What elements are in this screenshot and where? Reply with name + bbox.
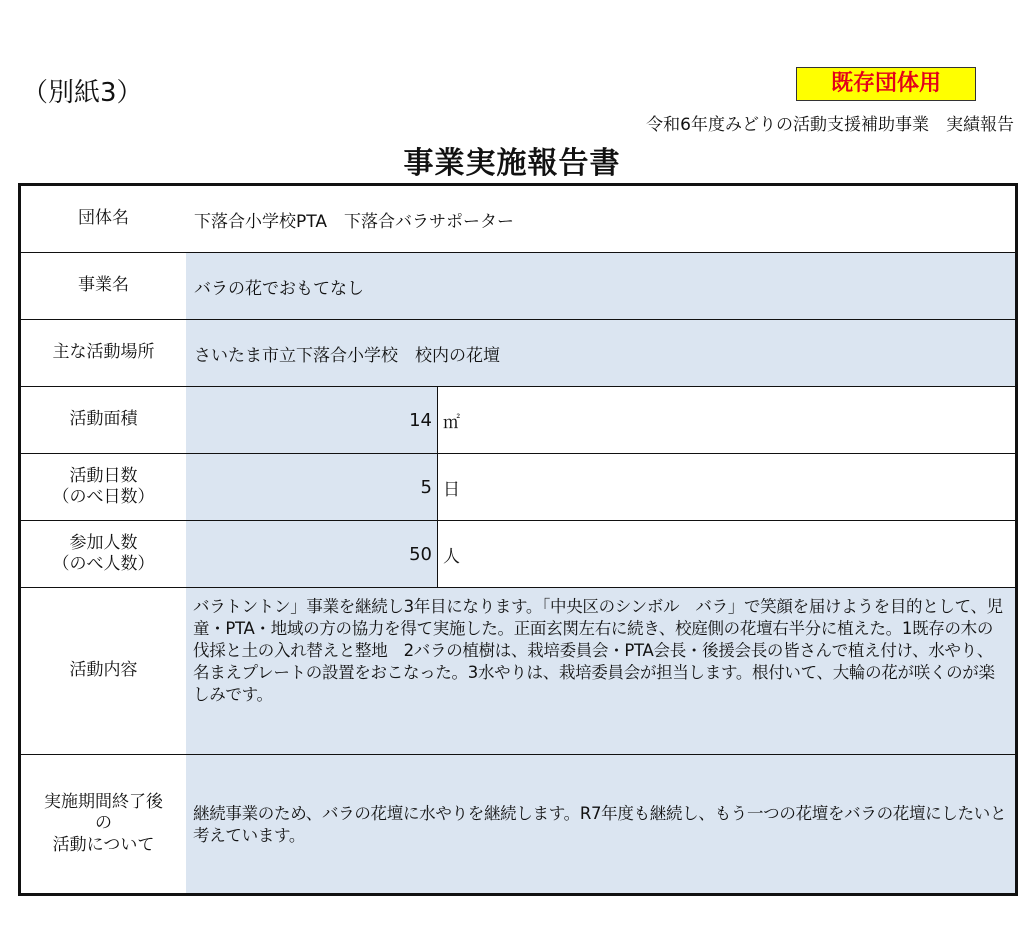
row-location [21, 320, 1015, 387]
group-name-value[interactable]: 下落合小学校PTA 下落合バラサポーター [186, 186, 1015, 252]
participants-value[interactable]: 50 [186, 521, 438, 587]
days-value[interactable]: 5 [186, 454, 438, 520]
days-unit: 日 [438, 454, 1015, 520]
after-period-value[interactable]: 継続事業のため、バラの花壇に水やりを継続します。R7年度も継続し、もう一つの花壇をバラの花壇にしたいと考えています。 [186, 755, 1015, 893]
area-value[interactable]: 14 [186, 387, 438, 453]
after-period-label-line3: 活動について [52, 834, 155, 855]
location-label: 主な活動場所 [21, 320, 187, 386]
existing-group-badge: 既存団体用 [796, 67, 976, 101]
after-period-label-line1: 実施期間終了後 [44, 792, 163, 813]
participants-unit: 人 [438, 521, 1015, 587]
days-label [21, 454, 187, 520]
row-after-period [21, 755, 1015, 893]
days-label-line2: （のべ日数） [52, 487, 155, 507]
after-period-label-line2: の [95, 813, 112, 834]
content-label: 活動内容 [21, 588, 187, 754]
report-table [18, 183, 1018, 896]
area-label: 活動面積 [21, 387, 187, 453]
project-name-value[interactable]: バラの花でおもてなし [186, 253, 1015, 319]
attachment-label: （別紙3） [22, 78, 143, 108]
row-days [21, 454, 1015, 521]
participants-label [21, 521, 187, 587]
participants-label-line1: 参加人数 [69, 532, 138, 553]
row-participants [21, 521, 1015, 588]
location-value[interactable]: さいたま市立下落合小学校 校内の花壇 [186, 320, 1015, 386]
row-activity-content [21, 588, 1015, 755]
area-unit: ㎡ [438, 387, 1015, 453]
report-subtitle: 令和6年度みどりの活動支援補助事業 実績報告 [646, 115, 1014, 135]
row-area [21, 387, 1015, 454]
group-name-label: 団体名 [21, 186, 187, 252]
participants-label-line2: （のべ人数） [52, 554, 155, 574]
page-title: 事業実施報告書 [403, 146, 621, 181]
days-label-line1: 活動日数 [69, 465, 138, 486]
project-name-label: 事業名 [21, 253, 187, 319]
content-value[interactable]: バラトントン」事業を継続し3年目になります。「中央区のシンボル バラ」で笑顔を届けようを目的として、児童・PTA・地域の方の協力を得て実施した。正面玄関左右に続き、校庭側の花壇右半分に植えた。1既存の木の伐採と土の入れ替えと整地 2バラの植樹は、栽培委員会・PTA会長・後援会長の皆さんで植え付け、水やり、名まえプレートの設置をおこなった。3水やりは、栽培委員会が担当します。根付いて、大輪の花が咲くのが楽しみです。 [186, 588, 1015, 754]
row-project-name [21, 253, 1015, 320]
after-period-label [21, 755, 187, 893]
row-group-name [21, 186, 1015, 253]
